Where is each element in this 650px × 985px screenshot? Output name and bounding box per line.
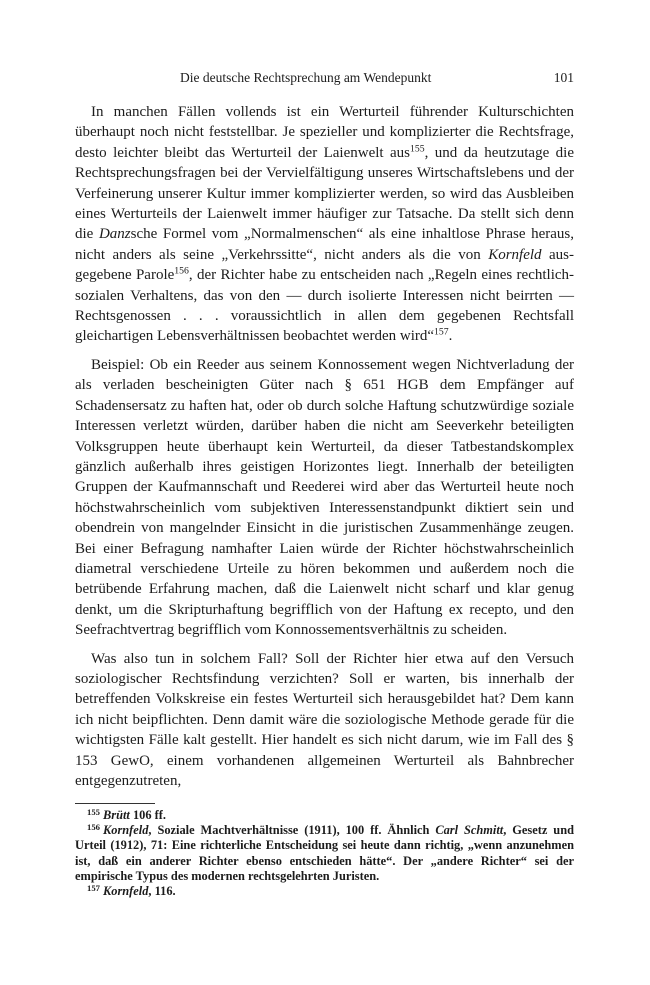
italic-text: Kornfeld — [102, 823, 149, 838]
text-run: . — [448, 328, 453, 345]
text-run: In manchen Fällen vollends ist ein Werturteil führender Kulturschichten überhaupt noch nicht feststellbar. Je spezieller und komplizierter die Rechtsfrage, desto leichter bleibt das Werturteil der Laienwelt aus — [75, 104, 574, 161]
body-text — [75, 102, 574, 791]
footnote-number: 156 — [87, 821, 100, 832]
italic-text: Danz — [98, 226, 131, 243]
footnote-number: 155 — [87, 806, 100, 817]
running-head-title: Die deutsche Rechtsprechung am Wendepunkt — [180, 70, 432, 85]
page-number: 101 — [553, 70, 574, 85]
text-run: sche Formel vom „Normalmenschen“ als eine inhaltlose Phrase heraus, nicht anders als seine „Verkehrssitte“, nicht anders als die von — [75, 226, 575, 263]
footnote — [75, 808, 574, 823]
italic-text: Carl Schmitt — [435, 823, 504, 838]
text-run: , Soziale Machtverhältnisse (1911), 100 ff. Ähnlich — [148, 823, 436, 838]
text-run: , Gesetz und Urteil (1912), 71: Eine richterliche Entscheidung sei heute dann richtig, „wenn anzunehmen ist, daß ein anderer Richter ebenso entschieden hätte“. Der „andere Richter“ sei der empirische Typus des modernen rechtsgelehrten Juristen. — [75, 823, 574, 883]
text-run: ausgegebene Parole — [75, 246, 574, 284]
text-run: 106 ff. — [129, 808, 166, 822]
italic-text: Kornfeld — [488, 246, 542, 263]
italic-text: Brütt — [102, 808, 130, 822]
paragraph — [75, 102, 574, 347]
footnote — [75, 823, 574, 884]
paragraph — [75, 649, 574, 792]
footnote-reference: 156 — [174, 265, 189, 277]
text-run: , und da heutzutage die Rechtsprechungsfragen bei der Vervielfältigung unseres Wirtschaftslebens und der Verfeinerung unserer Kultur immer komplizierter werden, so wird das Ausbleiben eines Werturteils der Laienwelt immer häufiger zur Tatsache. Da stellt sich denn die — [75, 144, 574, 243]
footnote — [75, 884, 574, 899]
footnote-number: 157 — [87, 882, 100, 893]
footnote-separator — [75, 803, 155, 804]
paragraph — [75, 355, 574, 641]
footnote-reference: 155 — [410, 143, 425, 155]
text-run: , 116. — [148, 884, 176, 899]
text-run: , der Richter habe zu entscheiden nach „Regeln eines rechtlich-sozialen Verhaltens, das von den — durch isolierte Interessen nicht beirrten — Rechtsgenossen . . . voraussichtlich in allen dem gegebenen Rechtsfall gleichartigen Lebensverhältnissen beobachtet werden wird“ — [75, 267, 575, 345]
footnotes — [75, 808, 574, 899]
text-run: Beispiel: Ob ein Reeder aus seinem Konnossement wegen Nichtverladung der als verladen bescheinigten Güter nach § 651 HGB dem Empfänger auf Schadensersatz zu haften hat, oder ob durch solche Haftung schutzwürdige soziale Interessen verletzt würden, darüber haben die nicht am Seeverkehr beteiligten Volksgruppen heute überhaupt kein Werturteil, da dieser Tatbestandskomplex gänzlich außerhalb ihres geistigen Horizontes liegt. Innerhalb der beteiligten Gruppen der Kaufmannschaft und Reederei wird aber das Werturteil heute noch höchstwahrscheinlich vom subjektiven Interessenstandpunkt diktiert sein und obendrein von mangelnder Einsicht in die juristischen Zusammenhänge zeugen. Bei einer Befragung namhafter Laien würde der Richter höchstwahrscheinlich diametral verschiedene Urteile zu hören bekommen und außerdem noch die betrübende Erfahrung machen, daß die Laienwelt nicht scharf und klar genug denkt, um die Skripturhaftung begrifflich von der Haftung ex recepto, und den Seefrachtvertrag begrifflich vom Konnossementsverhältnis zu scheiden. — [75, 356, 574, 639]
italic-text: Kornfeld — [102, 884, 149, 899]
footnote-reference: 157 — [434, 327, 449, 339]
text-run: Was also tun in solchem Fall? Soll der Richter hier etwa auf den Versuch soziologischer Rechtsfindung verzichten? Soll er warten, bis innerhalb der betreffenden Volkskreise ein festes Werturteil sich herausgebildet hat? Dem kann ich nicht beipflichten. Denn damit wäre die soziologische Methode gerade für die wichtigsten Fälle kalt gestellt. Hier handelt es sich nicht darum, wie im Fall des § 153 GewO, einem vorhandenen allgemeinen Werturteil als Bahnbrecher entgegenzutreten, — [75, 650, 574, 789]
